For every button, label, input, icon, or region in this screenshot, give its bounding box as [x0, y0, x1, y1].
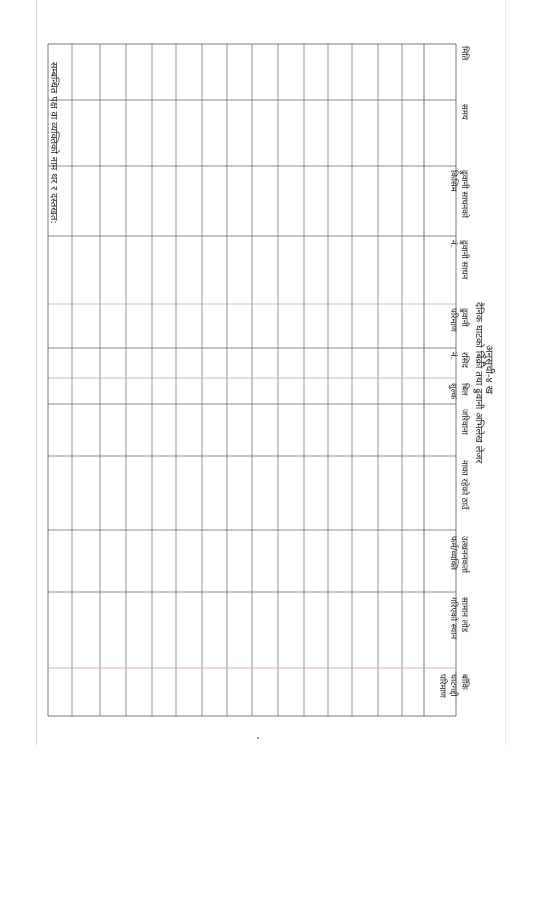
col-header-receipt-number: रसिद नं. [448, 352, 469, 368]
col-header-time: समय [459, 104, 469, 120]
col-header-vehicle-type: ढुवानी साधनको किसिम [448, 170, 469, 218]
annex-title: अनुसूची-४ ख [483, 345, 494, 395]
col-header-extractor: उत्खननकर्ता फर्म/व्यक्ति [448, 536, 469, 574]
col-header-transport-quantity: ढुवानी परिमाण [448, 308, 469, 332]
col-header-vehicle-number: ढुवानी साधन नं. [448, 240, 469, 280]
col-header-date: मिति [459, 46, 469, 61]
col-header-fine: जरिवाना [459, 409, 469, 435]
col-header-checkpoint-location: नाका रहेको ठाउँ [459, 460, 469, 510]
signature-label: सम्बन्धित पक्ष वा व्यक्तिको नाम थर र दस्तखत: [48, 62, 59, 224]
col-header-loading-place: सामान लोड गरिएको स्थान [448, 597, 469, 640]
col-header-remaining-quantity: बाँकि घाटगद्दी परिमाण [437, 674, 469, 698]
ledger-subtitle: दैनिक घाटको बिक्री तथा ढुवानी अभिलेख लेजर [473, 302, 484, 464]
scan-speck [257, 737, 259, 739]
col-header-bill-fee: बिल शुल्क [448, 383, 469, 400]
